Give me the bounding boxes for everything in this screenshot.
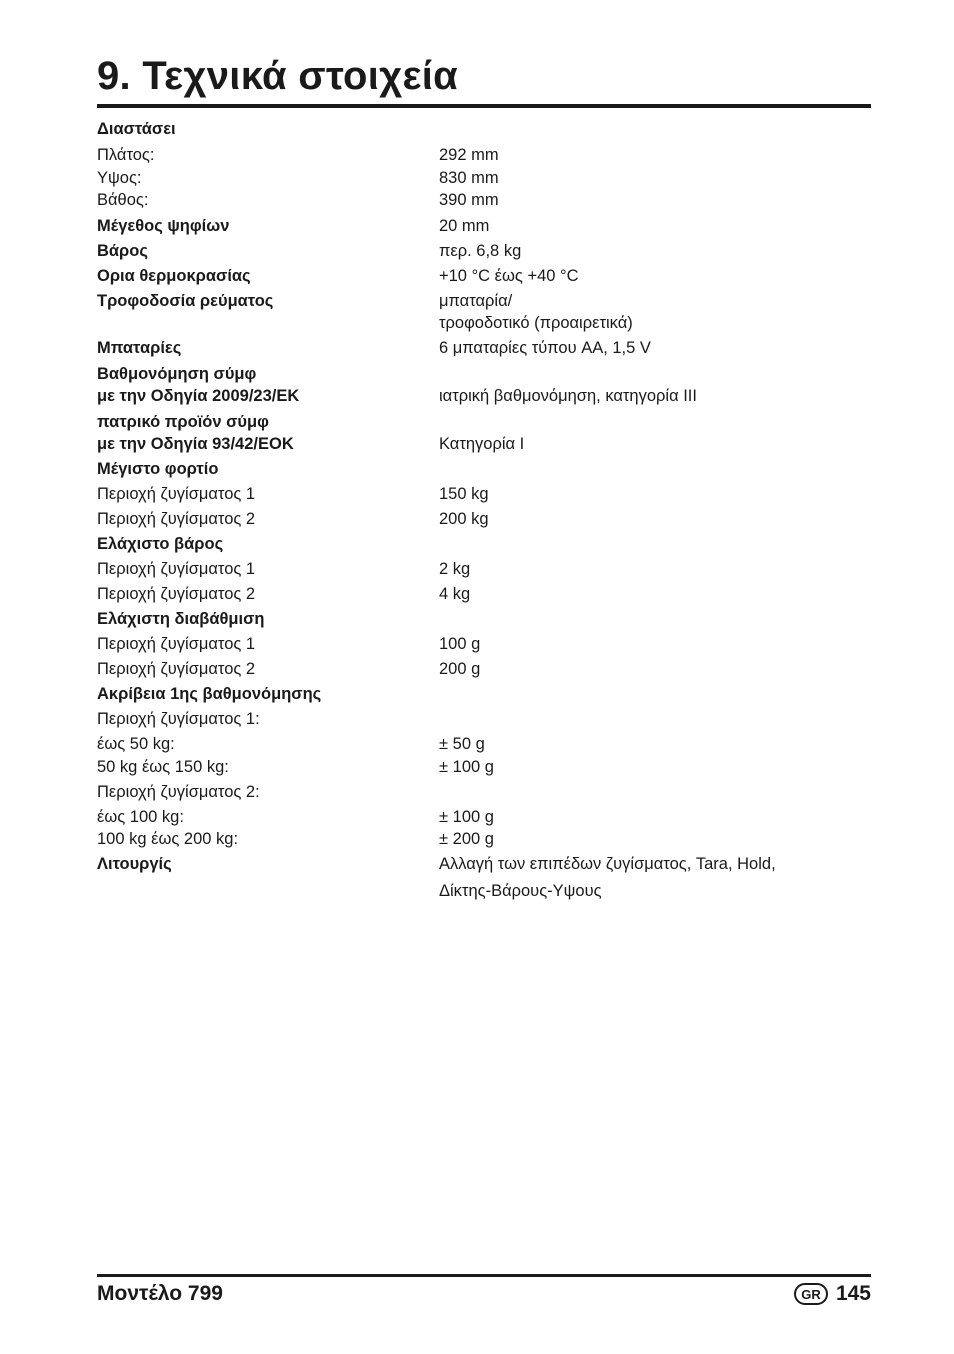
spec-value: ± 200 g bbox=[439, 830, 494, 848]
footer-divider bbox=[97, 1274, 871, 1277]
spec-label: Περιοχή ζυγίσματος 1 bbox=[97, 560, 256, 578]
spec-value: 100 g bbox=[439, 635, 481, 653]
footer-page-info bbox=[794, 1282, 871, 1306]
spec-value: μπαταρία/ bbox=[439, 292, 513, 310]
spec-label: Περιοχή ζυγίσματος 2 bbox=[97, 585, 256, 603]
spec-value: 200 kg bbox=[439, 510, 489, 528]
spec-label: Βάρος bbox=[97, 242, 148, 260]
spec-value: Δίκτης-Βάρους-Υψους bbox=[439, 882, 602, 900]
spec-value: 150 kg bbox=[439, 485, 489, 503]
spec-value: 292 mm bbox=[439, 146, 499, 164]
title-divider bbox=[97, 104, 871, 108]
page-number: 145 bbox=[835, 1282, 871, 1305]
spec-value: 830 mm bbox=[439, 169, 499, 187]
spec-label: 50 kg έως 150 kg: bbox=[97, 758, 229, 776]
spec-label: Περιοχή ζυγίσματος 2 bbox=[97, 510, 256, 528]
spec-value: +10 °C έως +40 °C bbox=[439, 267, 579, 285]
spec-label: με την Οδηγία 2009/23/ΕΚ bbox=[97, 387, 300, 405]
spec-label: Ελάχιστο βάρος bbox=[97, 535, 224, 553]
spec-label: Μέγεθος ψηφίων bbox=[97, 217, 230, 235]
spec-value: ± 100 g bbox=[439, 758, 494, 776]
spec-value: Κατηγορία I bbox=[439, 435, 525, 453]
spec-label: Πλάτος: bbox=[97, 146, 155, 164]
spec-label: Βαθμονόμηση σύμφ bbox=[97, 365, 257, 383]
spec-label: Ελάχιστη διαβάθμιση bbox=[97, 610, 265, 628]
spec-label: Διαστάσει bbox=[97, 120, 176, 138]
spec-label: Τροφοδοσία ρεύματος bbox=[97, 292, 274, 310]
spec-label: Υψος: bbox=[97, 169, 142, 187]
spec-label: έως 50 kg: bbox=[97, 735, 175, 753]
spec-label: Ορια θερμοκρασίας bbox=[97, 267, 251, 285]
spec-value: 2 kg bbox=[439, 560, 471, 578]
spec-label: Περιοχή ζυγίσματος 1 bbox=[97, 485, 256, 503]
spec-value: ιατρική βαθμονόμηση, κατηγορία III bbox=[439, 387, 697, 405]
spec-label: Περιοχή ζυγίσματος 1: bbox=[97, 710, 260, 728]
spec-label: Βάθος: bbox=[97, 191, 149, 209]
spec-value: 390 mm bbox=[439, 191, 499, 209]
spec-value: 4 kg bbox=[439, 585, 471, 603]
spec-label: Περιοχή ζυγίσματος 1 bbox=[97, 635, 256, 653]
spec-value: περ. 6,8 kg bbox=[439, 242, 522, 260]
spec-label: Ακρίβεια 1ης βαθμονόμησης bbox=[97, 685, 322, 703]
page-title: 9. Τεχνικά στοιχεία bbox=[97, 54, 459, 98]
spec-label: Λιτουργίς bbox=[97, 855, 172, 873]
spec-value: 200 g bbox=[439, 660, 481, 678]
spec-label: Μέγιστο φορτίο bbox=[97, 460, 219, 478]
spec-label: Μπαταρίες bbox=[97, 339, 182, 357]
spec-label: Περιοχή ζυγίσματος 2: bbox=[97, 783, 260, 801]
spec-label: 100 kg έως 200 kg: bbox=[97, 830, 239, 848]
spec-value: 6 μπαταρίες τύπου AA, 1,5 V bbox=[439, 339, 651, 357]
spec-label: με την Οδηγία 93/42/ΕΟΚ bbox=[97, 435, 294, 453]
spec-value: ± 100 g bbox=[439, 808, 494, 826]
spec-value: ± 50 g bbox=[439, 735, 485, 753]
spec-value: Αλλαγή των επιπέδων ζυγίσματος, Tara, Hold, bbox=[439, 855, 776, 873]
spec-value: τροφοδοτικό (προαιρετικά) bbox=[439, 314, 633, 332]
country-badge: GR bbox=[794, 1283, 828, 1305]
footer-model-name: Μοντέλο 799 bbox=[97, 1282, 223, 1305]
spec-label: Περιοχή ζυγίσματος 2 bbox=[97, 660, 256, 678]
spec-value: 20 mm bbox=[439, 217, 490, 235]
spec-label: έως 100 kg: bbox=[97, 808, 184, 826]
spec-label: πατρικό προϊόν σύμφ bbox=[97, 413, 269, 431]
